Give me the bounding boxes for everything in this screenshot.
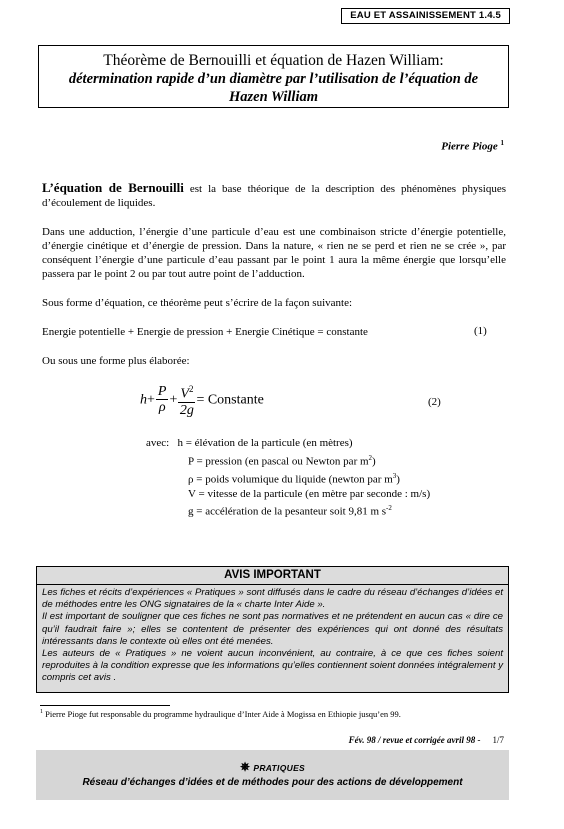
definition-g-row [146, 501, 430, 519]
definitions-intro: avec: [146, 437, 170, 449]
variable-definitions [146, 436, 430, 519]
footer-banner [36, 750, 509, 800]
notice-paragraph-1: Les fiches et récits d’expériences « Pratiques » sont diffusés dans le cadre du réseau d’échanges d’idées et de méthodes entre les ONG signataires de la « charte Inter Aide ». [42, 587, 503, 611]
definition-h-row [146, 436, 430, 451]
bernoulli-formula [140, 382, 264, 419]
definition-g: g = accélération de la pesanteur soit 9,81 m s [188, 505, 387, 518]
revision-date: Fév. 98 / revue et corrigée avril 98 - [348, 735, 481, 745]
definition-rho-row [146, 469, 430, 487]
author-footnote-ref: 1 [500, 139, 504, 147]
paragraph-energy: Dans une adduction, l’énergie d’une particule d’eau est une combinaison stricte d’énergie potentielle, d’énergie cinétique et d’énergie de pression. Dans la nature, « rien ne se perd et rien ne se crée », par conséquent l’énergie d’une particule d’eau passant par le point 1 aura la même énergie que lorsqu’elle passera par le point 2 ou par tout autre point de l’adduction. [42, 226, 506, 280]
definition-rho-exp: 3 [392, 471, 397, 480]
formula-v-numerator [178, 382, 195, 403]
footnote-separator [40, 705, 170, 706]
definition-p: P = pression (en pascal ou Newton par m [188, 455, 369, 468]
author-name: Pierre Pioge [441, 140, 498, 153]
definition-p-end: ) [372, 455, 376, 468]
formula-pressure-fraction [156, 384, 169, 416]
equation-1-text: Energie potentielle + Energie de pression + Energie Cinétique = constante [42, 326, 368, 338]
important-notice-box [36, 566, 509, 693]
title-line-1: Théorème de Bernouilli et équation de Hazen William: [103, 52, 444, 69]
formula-p-denominator: ρ [158, 400, 166, 416]
revision-line [349, 735, 504, 745]
footnote [40, 709, 401, 719]
footer-subtitle: Réseau d’échanges d’idées et de méthodes pour des actions de développement [82, 777, 463, 788]
author [441, 139, 504, 153]
compass-star-icon: ✵ [239, 760, 251, 774]
definition-v-row: V = vitesse de la particule (en mètre par seconde : m/s) [188, 487, 431, 500]
paragraph-elaborate: Ou sous une forme plus élaborée: [42, 355, 190, 367]
paragraph-equation-intro: Sous forme d’équation, ce théorème peut s’écrire de la façon suivante: [42, 297, 353, 309]
formula-plus-2: + [169, 392, 178, 408]
notice-heading: AVIS IMPORTANT [37, 567, 508, 585]
definition-rho-end: ) [396, 473, 400, 486]
notice-body [37, 585, 508, 685]
title-line-3: Hazen William [228, 89, 319, 105]
equation-2-number: (2) [428, 396, 441, 408]
formula-v: V [180, 386, 189, 402]
title-box [38, 45, 509, 108]
footnote-text: Pierre Pioge fut responsable du programme hydraulique d’Inter Aide à Mogissa en Ethiopie jusqu’en 99. [43, 709, 401, 719]
formula-velocity-fraction [178, 382, 195, 419]
definition-p-row [146, 451, 430, 469]
formula-v-exponent: 2 [188, 384, 194, 394]
brand-name: PRATIQUES [253, 763, 306, 773]
page-number: 1/7 [492, 735, 504, 745]
definition-h: h = élévation de la particule (en mètres) [177, 437, 353, 449]
definition-p-exp: 2 [368, 453, 373, 462]
footer-brand [36, 760, 509, 774]
equation-1-number: (1) [474, 325, 487, 337]
intro-lead: L’équation de Bernouilli [42, 180, 184, 195]
paragraph-intro [42, 181, 506, 210]
footnote-number: 1 [40, 709, 43, 716]
title-line-2: détermination rapide d’un diamètre par l’utilisation de l’équation de [68, 71, 479, 87]
definition-g-exp: -2 [386, 504, 392, 513]
formula-h: h [140, 392, 147, 408]
definition-rho: ρ = poids volumique du liquide (newton par m [188, 473, 393, 486]
formula-equals-constant: = Constante [196, 392, 264, 408]
formula-p-numerator: P [157, 384, 167, 400]
formula-v-denominator: 2g [179, 402, 194, 418]
formula-plus-1: + [147, 392, 155, 408]
document-category-tag: EAU ET ASSAINISSEMENT 1.4.5 [341, 8, 510, 24]
intro-rest: est la base théorique de la description des phénomènes physiques d’écoulement de liquides. [42, 183, 506, 209]
notice-paragraph-2: Il est important de souligner que ces fiches ne sont pas normatives et ne prétendent en aucun cas « dire ce qu’il faudrait faire »; elles se contentent de présenter des expériences qui ont donné des résultats intéressants dans le contexte où elles ont été menées. [42, 611, 503, 647]
notice-paragraph-3: Les auteurs de « Pratiques » ne voient aucun inconvénient, au contraire, à ce que ces fiches soient reproduites à la condition expresse que les informations qu’elles contiennent soient données intégralement y compris cet avis . [42, 648, 503, 684]
